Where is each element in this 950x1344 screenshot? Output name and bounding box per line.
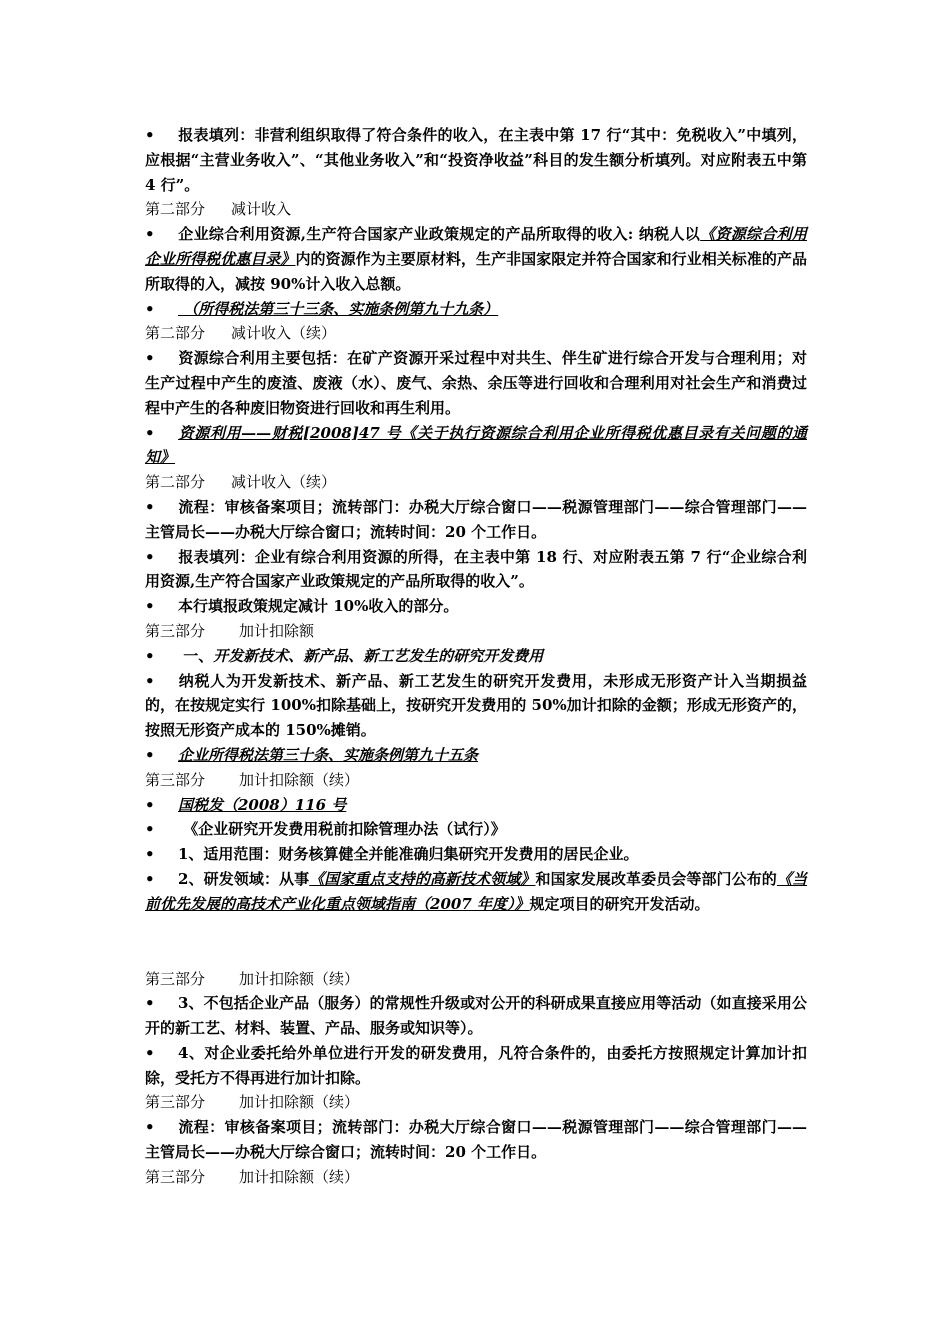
bullet-paragraph bbox=[145, 495, 807, 545]
paragraph-text: 3、不包括企业产品（服务）的常规性升级或对公开的科研成果直接应用等活动（如直接采用公开的新工艺、材料、装置、产品、服务或知识等）。 bbox=[145, 994, 807, 1038]
bullet-marker: • bbox=[145, 497, 155, 516]
bullet-paragraph bbox=[145, 669, 807, 743]
citation-text: 《当前优先发展的高技术产业化重点领域指南（2007 年度）》 bbox=[145, 869, 807, 913]
bullet-marker: • bbox=[145, 423, 155, 442]
section-title: 加计扣除额（续） bbox=[239, 969, 360, 988]
section-title: 减计收入（续） bbox=[231, 473, 337, 492]
citation-text: 资源利用——财税[2008]47 号《关于执行资源综合利用企业所得税优惠目录有关问题的通知》 bbox=[145, 423, 807, 467]
section-heading bbox=[145, 321, 807, 346]
section-part-label: 第三部分 bbox=[145, 1167, 206, 1186]
bullet-paragraph bbox=[145, 1041, 807, 1091]
section-title: 加计扣除额（续） bbox=[239, 770, 360, 789]
bullet-marker: • bbox=[145, 547, 155, 566]
section-heading bbox=[145, 1165, 807, 1190]
bullet-paragraph bbox=[145, 421, 807, 471]
bullet-marker: • bbox=[145, 671, 155, 690]
bullet-paragraph bbox=[145, 297, 807, 322]
paragraph-text: 流程：审核备案项目；流转部门：办税大厅综合窗口——税源管理部门——综合管理部门——主管局长——办税大厅综合窗口；流转时间：20 个工作日。 bbox=[145, 1118, 807, 1162]
paragraph-text: 《企业研究开发费用税前扣除管理办法（试行）》 bbox=[178, 820, 506, 839]
bullet-marker: • bbox=[145, 646, 155, 665]
bullet-marker: • bbox=[145, 820, 155, 839]
section-title: 减计收入 bbox=[231, 200, 292, 219]
page-gap bbox=[145, 917, 807, 967]
document-body bbox=[145, 123, 807, 1190]
paragraph-text: 报表填列：企业有综合利用资源的所得，在主表中第 18 行、对应附表五第 7 行“企业综合利用资源,生产符合国家产业政策规定的产品所取得的收入”。 bbox=[145, 547, 807, 591]
bullet-paragraph bbox=[145, 594, 807, 619]
section-title: 加计扣除额（续） bbox=[239, 1167, 360, 1186]
bullet-paragraph bbox=[145, 222, 807, 296]
paragraph-text: 纳税人为开发新技术、新产品、新工艺发生的研究开发费用，未形成无形资产计入当期损益的，在按规定实行 100%扣除基础上，按研究开发费用的 50%加计扣除的金额；形成无形资产的，按照无形资产成本的 150%摊销。 bbox=[145, 671, 807, 740]
section-heading bbox=[145, 470, 807, 495]
bullet-paragraph bbox=[145, 545, 807, 595]
paragraph-text: 开发新技术、新产品、新工艺发生的研究开发费用 bbox=[213, 646, 544, 665]
bullet-marker: • bbox=[145, 845, 155, 864]
section-part-label: 第三部分 bbox=[145, 969, 206, 988]
citation-text: 国税发（2008）116 号 bbox=[178, 795, 347, 814]
bullet-marker: • bbox=[145, 869, 155, 888]
paragraph-text: 2、研发领域：从事 bbox=[178, 869, 310, 888]
bullet-marker: • bbox=[145, 1118, 155, 1137]
paragraph-text: 规定项目的研究开发活动。 bbox=[529, 894, 710, 913]
section-heading bbox=[145, 967, 807, 992]
bullet-marker: • bbox=[145, 225, 155, 244]
bullet-paragraph bbox=[145, 991, 807, 1041]
paragraph-text: 流程：审核备案项目；流转部门：办税大厅综合窗口——税源管理部门——综合管理部门——主管局长——办税大厅综合窗口；流转时间：20 个工作日。 bbox=[145, 497, 807, 541]
section-part-label: 第三部分 bbox=[145, 1093, 206, 1112]
bullet-marker: • bbox=[145, 126, 155, 144]
section-part-label: 第二部分 bbox=[145, 324, 206, 343]
citation-text: 《资源综合利用企业所得税优惠目录》 bbox=[145, 225, 807, 268]
bullet-paragraph bbox=[145, 123, 807, 197]
paragraph-text: 内的资源作为主要原材料，生产非国家限定并符合国家和行业相关标准的产品所取得的入，减按 90%计入收入总额。 bbox=[145, 249, 807, 293]
section-part-label: 第三部分 bbox=[145, 770, 206, 789]
bullet-marker: • bbox=[145, 349, 155, 368]
paragraph-text: 4、对企业委托给外单位进行开发的研发费用，凡符合条件的，由委托方按照规定计算加计扣除，受托方不得再进行加计扣除。 bbox=[145, 1043, 807, 1087]
bullet-paragraph bbox=[145, 346, 807, 420]
citation-text: 《国家重点支持的高新技术领域》 bbox=[309, 869, 536, 888]
paragraph-text: 1、适用范围：财务核算健全并能准确归集研究开发费用的居民企业。 bbox=[178, 845, 639, 864]
section-title: 减计收入（续） bbox=[231, 324, 337, 343]
section-part-label: 第二部分 bbox=[145, 473, 206, 492]
section-title: 加计扣除额（续） bbox=[239, 1093, 360, 1112]
paragraph-text: 一、 bbox=[178, 646, 214, 665]
section-title: 加计扣除额 bbox=[239, 621, 315, 640]
citation-text: 企业所得税法第三十条、实施条例第九十五条 bbox=[178, 745, 479, 764]
bullet-paragraph bbox=[145, 842, 807, 867]
bullet-marker: • bbox=[145, 994, 155, 1013]
section-part-label: 第二部分 bbox=[145, 200, 206, 219]
bullet-marker: • bbox=[145, 299, 155, 318]
section-heading bbox=[145, 1090, 807, 1115]
bullet-paragraph bbox=[145, 743, 807, 768]
citation-text: （所得税法第三十三条、实施条例第九十九条） bbox=[178, 299, 499, 318]
paragraph-text: 和国家发展改革委员会等部门公布的 bbox=[535, 869, 777, 888]
bullet-paragraph bbox=[145, 1115, 807, 1165]
bullet-paragraph bbox=[145, 817, 807, 842]
bullet-marker: • bbox=[145, 745, 155, 764]
bullet-marker: • bbox=[145, 1043, 155, 1062]
section-part-label: 第三部分 bbox=[145, 621, 206, 640]
paragraph-text: 报表填列：非营利组织取得了符合条件的收入，在主表中第 17 行“其中：免税收入”中填列，应根据“主营业务收入”、“其他业务收入”和“投资净收益”科目的发生额分析填列。对应附表五中第 4 行”。 bbox=[145, 126, 807, 194]
bullet-marker: • bbox=[145, 597, 155, 616]
section-heading bbox=[145, 768, 807, 793]
paragraph-text: 本行填报政策规定减计 10%收入的部分。 bbox=[178, 597, 459, 616]
section-heading bbox=[145, 619, 807, 644]
bullet-marker: • bbox=[145, 795, 155, 814]
bullet-paragraph bbox=[145, 793, 807, 818]
paragraph-text: 资源综合利用主要包括：在矿产资源开采过程中对共生、伴生矿进行综合开发与合理利用；对生产过程中产生的废渣、废液（水）、废气、余热、余压等进行回收和合理利用对社会生产和消费过程中产生的各种废旧物资进行回收和再生利用。 bbox=[145, 349, 807, 417]
paragraph-text: 企业综合利用资源,生产符合国家产业政策规定的产品所取得的收入: 纳税人以 bbox=[178, 225, 701, 244]
bullet-paragraph bbox=[145, 867, 807, 917]
section-heading bbox=[145, 197, 807, 222]
bullet-paragraph bbox=[145, 644, 807, 669]
